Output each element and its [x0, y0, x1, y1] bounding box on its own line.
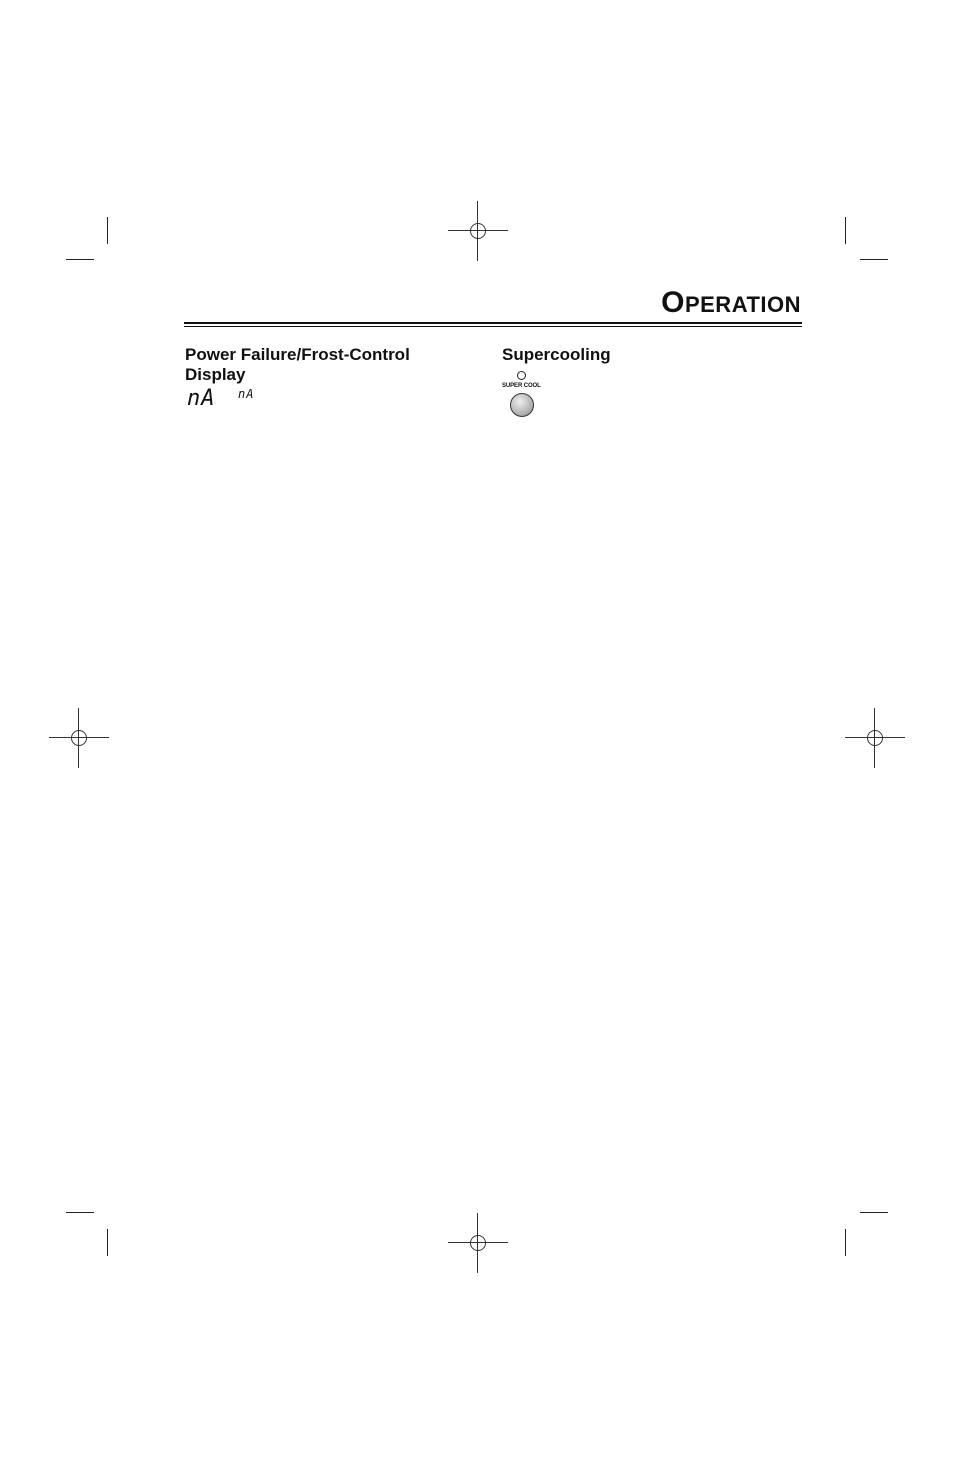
- registration-mark-icon: [49, 708, 109, 768]
- registration-mark-icon: [448, 201, 508, 261]
- crop-mark: [107, 1229, 108, 1256]
- super-cool-indicator-icon: [517, 371, 526, 380]
- super-cool-button[interactable]: [510, 393, 534, 417]
- title-rule-thin: [184, 326, 802, 327]
- crop-mark: [860, 259, 888, 260]
- registration-mark-icon: [448, 1213, 508, 1273]
- crop-mark: [66, 259, 94, 260]
- registration-mark-icon: [845, 708, 905, 768]
- page-title-initial: O: [661, 286, 685, 319]
- super-cool-label: SUPER COOL: [502, 383, 541, 389]
- crop-mark: [66, 1212, 94, 1213]
- page-title: [661, 288, 801, 318]
- section-heading-supercooling: Supercooling: [502, 345, 611, 364]
- crop-mark: [860, 1212, 888, 1213]
- segment-display-small: nA: [238, 387, 255, 401]
- section-heading-power-failure: Power Failure/Frost-Control Display: [185, 345, 410, 384]
- segment-display-large: nA: [187, 386, 216, 411]
- crop-mark: [845, 1229, 846, 1256]
- crop-mark: [845, 217, 846, 244]
- title-rule: [184, 322, 802, 324]
- crop-mark: [107, 217, 108, 244]
- page-title-rest: PERATION: [684, 292, 801, 317]
